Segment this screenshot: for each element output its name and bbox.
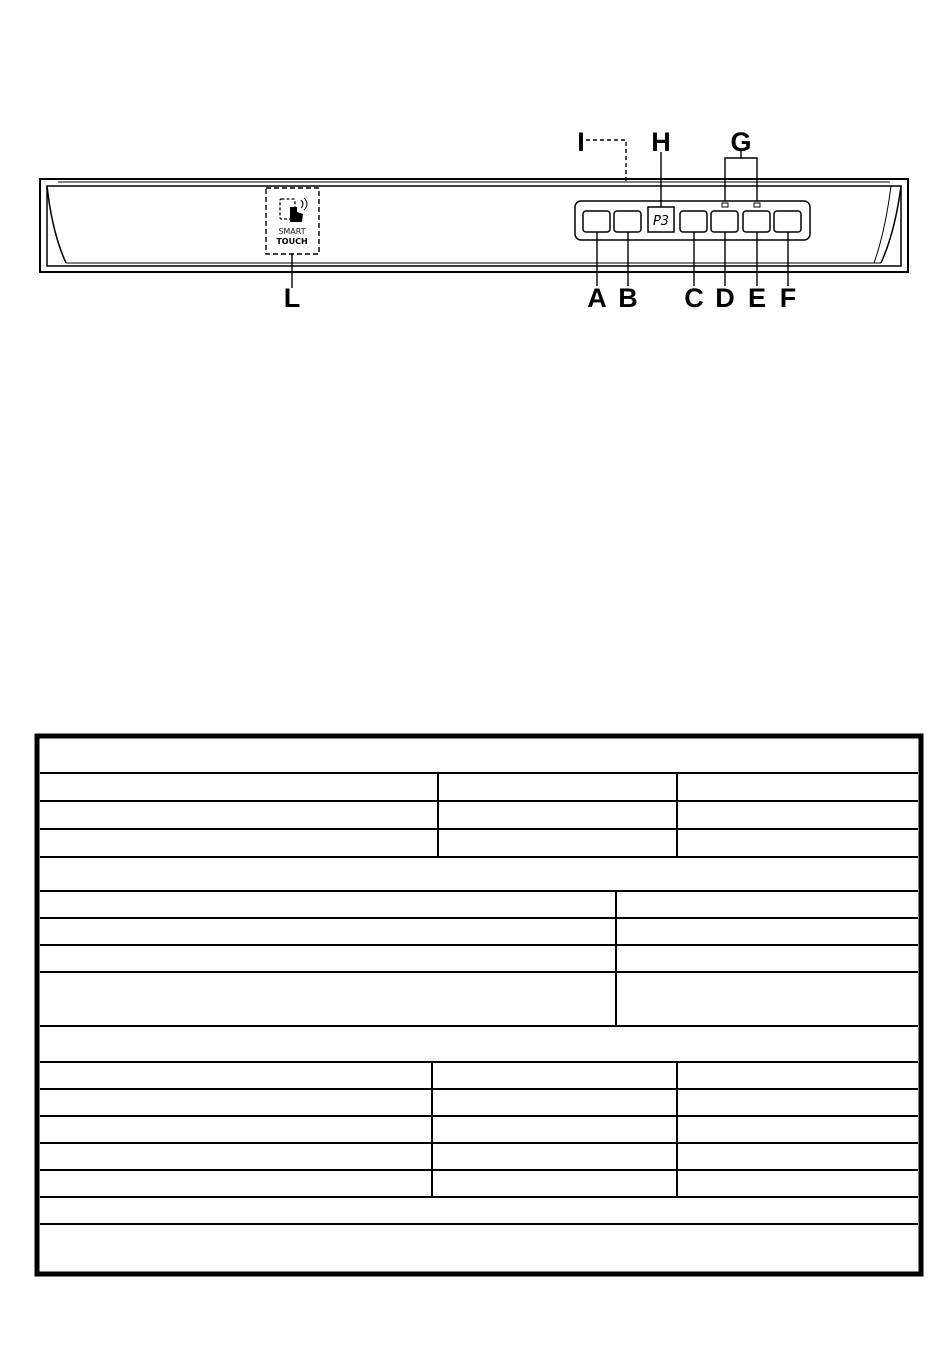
label-c: C	[684, 283, 704, 313]
indicator-light-2	[754, 203, 760, 207]
button-b[interactable]	[614, 211, 641, 232]
table-section-1-header	[40, 739, 918, 773]
button-a[interactable]	[583, 211, 610, 232]
label-g: G	[730, 127, 752, 157]
label-b: B	[618, 283, 638, 313]
label-l: L	[283, 283, 301, 313]
display-text: P3	[652, 214, 670, 229]
label-d: D	[715, 283, 735, 313]
label-i: I	[577, 127, 585, 157]
button-c[interactable]	[680, 211, 707, 232]
label-f: F	[779, 283, 797, 313]
button-d[interactable]	[711, 211, 738, 232]
button-strip	[575, 201, 810, 240]
label-e: E	[747, 283, 767, 313]
button-f[interactable]	[774, 211, 801, 232]
label-h: H	[651, 127, 671, 157]
spec-table	[37, 736, 921, 1274]
label-a: A	[587, 283, 607, 313]
program-display	[648, 207, 674, 232]
smart-touch-line1: SMART	[278, 227, 306, 236]
smart-touch-line2: TOUCH	[276, 237, 308, 246]
button-e[interactable]	[743, 211, 770, 232]
indicator-light-1	[722, 203, 728, 207]
